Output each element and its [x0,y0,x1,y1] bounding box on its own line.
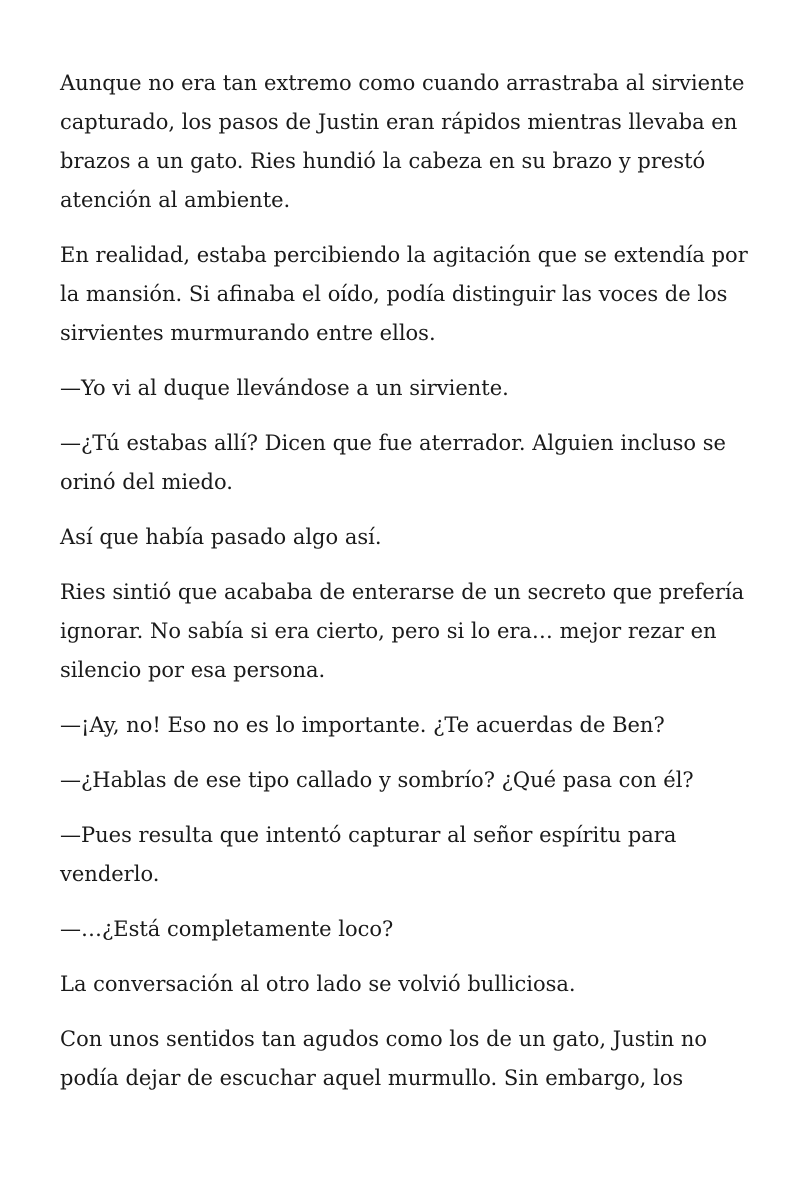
page-text [60,64,750,1114]
dialogue-line: —¿Tú estabas allí? Dicen que fue aterrador. Alguien incluso se orinó del miedo. [60,431,726,494]
dialogue-line: —¡Ay, no! Eso no es lo importante. ¿Te acuerdas de Ben? [60,713,665,737]
paragraph: Así que había pasado algo así. [60,525,382,549]
paragraph: Con unos sentidos tan agudos como los de un gato, Justin no podía dejar de escuchar aquel murmullo. Sin embargo, los [60,1027,708,1090]
dialogue-line: —Pues resulta que intentó capturar al señor espíritu para venderlo. [60,823,677,886]
paragraph: Aunque no era tan extremo como cuando arrastraba al sirviente capturado, los pasos de Justin eran rápidos mientras llevaba en brazos a un gato. Ries hundió la cabeza en su brazo y prestó atención al ambiente. [60,71,745,212]
dialogue-line: —…¿Está completamente loco? [60,917,394,941]
dialogue-line: —Yo vi al duque llevándose a un sirviente. [60,376,509,400]
dialogue-line: —¿Hablas de ese tipo callado y sombrío? ¿Qué pasa con él? [60,768,694,792]
paragraph: La conversación al otro lado se volvió bulliciosa. [60,972,576,996]
paragraph: Ries sintió que acababa de enterarse de un secreto que prefería ignorar. No sabía si era cierto, pero si lo era… mejor rezar en silencio por esa persona. [60,580,745,682]
paragraph: En realidad, estaba percibiendo la agitación que se extendía por la mansión. Si afinaba el oído, podía distinguir las voces de los sirvientes murmurando entre ellos. [60,243,748,345]
